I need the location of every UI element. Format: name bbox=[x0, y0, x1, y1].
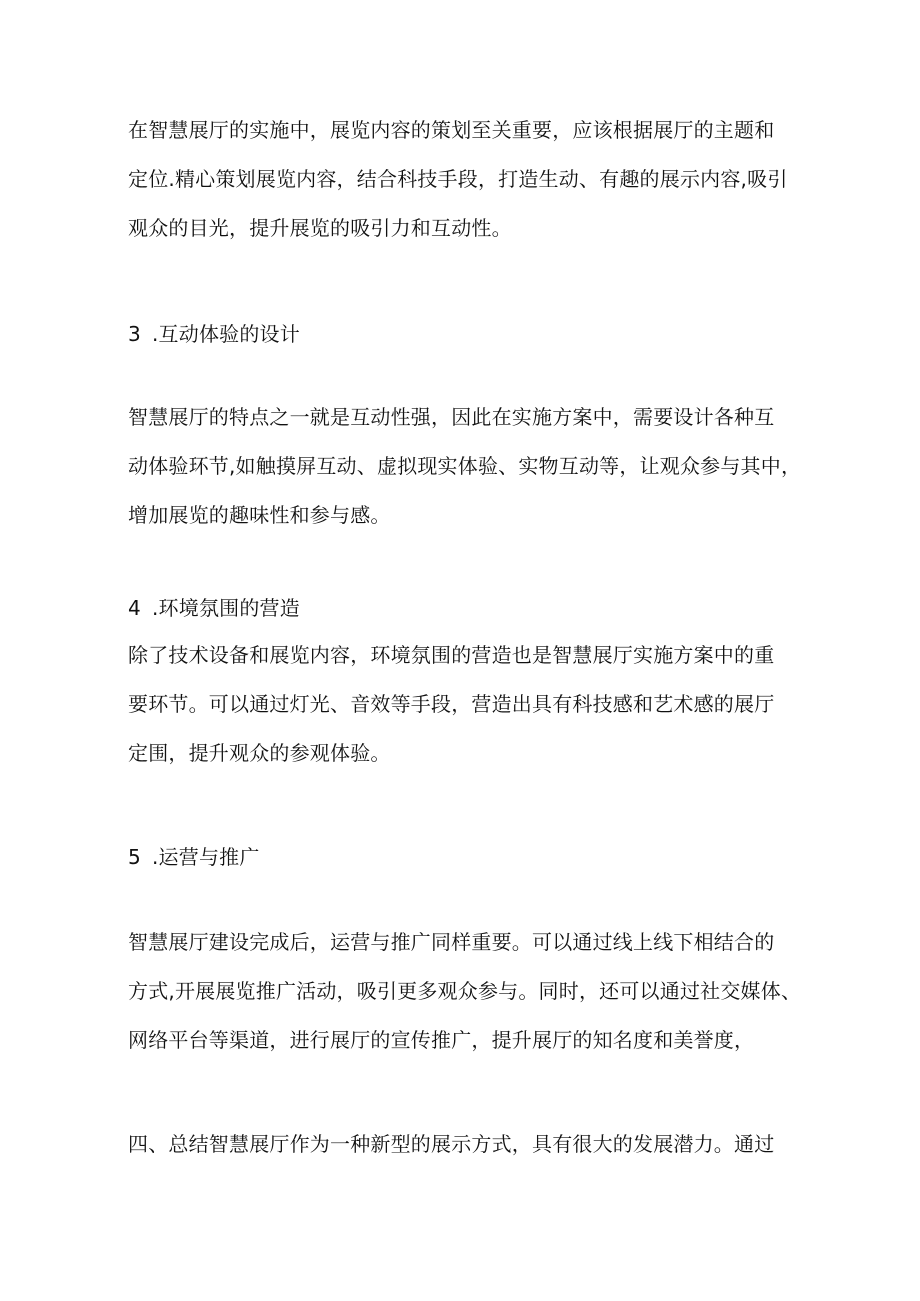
section-heading-4 bbox=[128, 590, 792, 626]
paragraph-environment bbox=[128, 631, 792, 778]
section-heading-5 bbox=[128, 839, 792, 875]
text-line: 定围，提升观众的参观体验。 bbox=[128, 741, 391, 765]
section-number: 3 bbox=[128, 322, 141, 346]
section-number: 4 bbox=[128, 596, 141, 620]
text-line: 四、总结智慧展厅作为一种新型的展示方式，具有很大的发展潜力。通过 bbox=[128, 1132, 775, 1156]
text-line: 动体验环节,如触摸屏互动、虚拟现实体验、实物互动等，让观众参与其中， bbox=[128, 454, 802, 478]
text-line: 除了技术设备和展览内容，环境氛围的营造也是智慧展厅实施方案中的重 bbox=[128, 643, 775, 667]
paragraph-summary bbox=[128, 1120, 792, 1169]
text-line: 智慧展厅的特点之一就是互动性强，因此在实施方案中，需要设计各种互 bbox=[128, 405, 775, 429]
section-heading-3 bbox=[128, 316, 792, 352]
text-line: 定位.精心策划展览内容，结合科技手段，打造生动、有趣的展示内容,吸引 bbox=[128, 167, 788, 191]
text-line: 方式,开展展览推广活动，吸引更多观众参与。同时，还可以通过社交媒体、 bbox=[128, 979, 802, 1003]
section-title: .环境氛围的营造 bbox=[152, 596, 300, 620]
text-line: 在智慧展厅的实施中，展览内容的策划至关重要，应该根据展厅的主题和 bbox=[128, 118, 775, 142]
paragraph-interaction-design bbox=[128, 393, 802, 540]
text-line: 增加展览的趣味性和参与感。 bbox=[128, 503, 391, 527]
text-line: 智慧展厅建设完成后，运营与推广同样重要。可以通过线上线下相结合的 bbox=[128, 930, 775, 954]
text-line: 要环节。可以通过灯光、音效等手段，营造出具有科技感和艺术感的展厅 bbox=[128, 692, 775, 716]
text-line: 网络平台等渠道，进行展厅的宣传推广，提升展厅的知名度和美誉度， bbox=[128, 1028, 755, 1052]
section-number: 5 bbox=[128, 845, 141, 869]
paragraph-exhibition-planning bbox=[128, 106, 792, 253]
section-title: .运营与推广 bbox=[152, 845, 260, 869]
section-title: .互动体验的设计 bbox=[152, 322, 300, 346]
text-line: 观众的目光，提升展览的吸引力和互动性。 bbox=[128, 216, 512, 240]
paragraph-operation-promotion bbox=[128, 918, 802, 1065]
